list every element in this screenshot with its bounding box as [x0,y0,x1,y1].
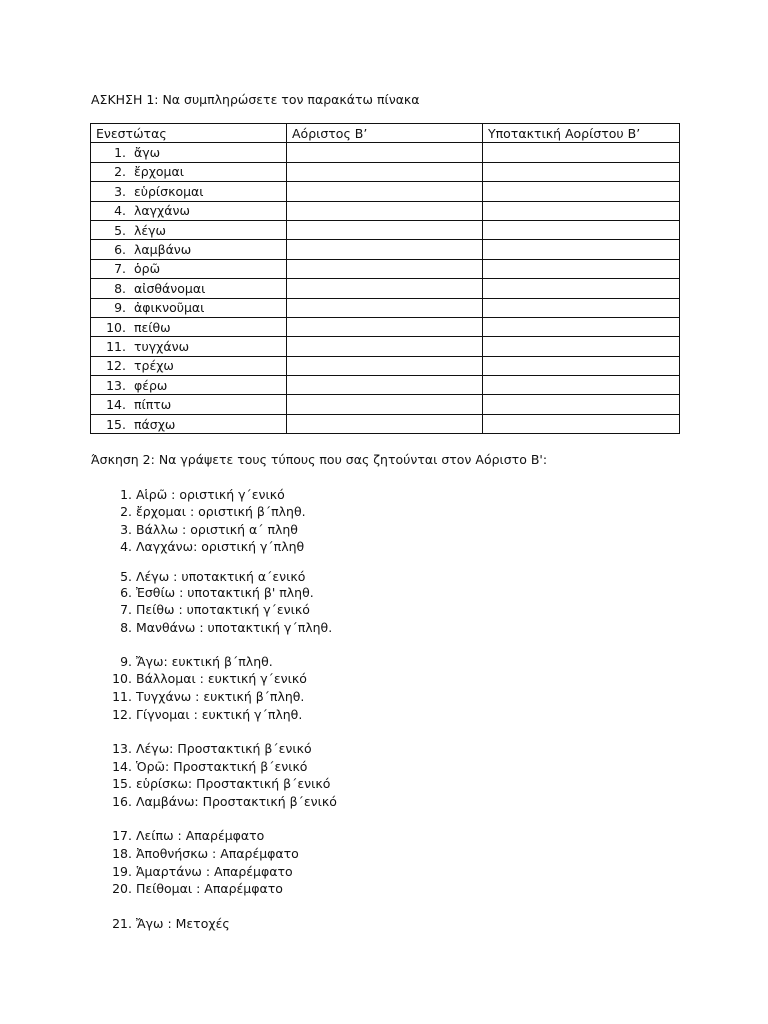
present-verb: αἰσθάνομαι [134,280,206,296]
item-number: 5. [120,569,132,584]
row-number: 4. [114,203,126,219]
exercise2-title: Άσκηση 2: Να γράψετε τους τύπους που σας ζητούνται στον Αόριστο Β': [91,452,548,467]
table-row [91,395,680,414]
item-text: Λαγχάνω: οριστική γ΄πληθ [136,539,305,554]
present-verb: λέγω [134,222,167,238]
item-text: Πείθω : υποτακτική γ΄ενικό [136,602,310,617]
subjunctive-answer-cell[interactable] [483,201,680,220]
present-verb: ἔρχομαι [134,164,184,180]
item-number: 12. [112,707,132,722]
item-text: Λείπω : Απαρέμφατο [136,828,265,843]
subjunctive-answer-cell[interactable] [483,220,680,239]
present-verb: λαγχάνω [134,203,190,219]
present-verb-cell [91,414,287,433]
aorist-b-answer-cell[interactable] [287,317,483,336]
present-verb: πίπτω [134,397,172,413]
subjunctive-answer-cell[interactable] [483,317,680,336]
aorist-b-answer-cell[interactable] [287,414,483,433]
aorist-b-answer-cell[interactable] [287,143,483,162]
aorist-b-answer-cell[interactable] [287,337,483,356]
item-text: Ἀποθνήσκω : Απαρέμφατο [136,846,299,861]
present-verb-cell [91,317,287,336]
item-text: Βάλλω : οριστική α΄ πληθ [136,522,298,537]
aorist-b-answer-cell[interactable] [287,298,483,317]
subjunctive-answer-cell[interactable] [483,395,680,414]
row-number: 1. [114,145,126,161]
item-number: 16. [112,794,132,809]
table-row [91,376,680,395]
table-row [91,182,680,201]
table-row [91,317,680,336]
aorist-b-answer-cell[interactable] [287,240,483,259]
subjunctive-answer-cell[interactable] [483,356,680,375]
table-row [91,201,680,220]
item-number: 15. [112,776,132,791]
present-verb-cell [91,279,287,298]
aorist-b-answer-cell[interactable] [287,395,483,414]
item-number: 3. [120,522,132,537]
subjunctive-answer-cell[interactable] [483,240,680,259]
aorist-b-answer-cell[interactable] [287,376,483,395]
item-number: 14. [112,759,132,774]
subjunctive-answer-cell[interactable] [483,298,680,317]
item-text: Πείθομαι : Απαρέμφατο [136,881,283,896]
table-row [91,298,680,317]
subjunctive-answer-cell[interactable] [483,414,680,433]
present-verb: ὁρῶ [134,261,161,277]
present-verb: ἄγω [134,145,161,161]
item-number: 7. [120,602,132,617]
row-number: 5. [114,222,126,238]
header-aorist-b: Αόριστος Β’ [287,124,483,143]
aorist-b-answer-cell[interactable] [287,279,483,298]
item-number: 21. [112,916,132,931]
present-verb: πάσχω [134,416,176,432]
item-text: Ὁρῶ: Προστακτική β΄ενικό [136,759,308,774]
item-number: 17. [112,828,132,843]
row-number: 13. [106,377,126,393]
item-number: 9. [120,654,132,669]
present-verb: ἀφικνοῦμαι [134,300,205,316]
item-number: 4. [120,539,132,554]
row-number: 14. [106,397,126,413]
subjunctive-answer-cell[interactable] [483,259,680,278]
table-header-row [91,124,680,143]
item-text: Αἱρῶ : οριστική γ΄ενικό [136,487,285,502]
item-text: Λέγω: Προστακτική β΄ενικό [136,741,312,756]
header-subjunctive-aorist-b: Υποτακτική Αορίστου Β’ [483,124,680,143]
subjunctive-answer-cell[interactable] [483,337,680,356]
item-text: Λαμβάνω: Προστακτική β΄ενικό [136,794,337,809]
row-number: 10. [106,319,126,335]
table-row [91,220,680,239]
item-number: 2. [120,504,132,519]
item-number: 18. [112,846,132,861]
present-verb-cell [91,240,287,259]
item-text: Ἄγω : Μετοχές [136,916,230,931]
present-verb-cell [91,298,287,317]
exercise1-title: ΑΣΚΗΣΗ 1: Να συμπληρώσετε τον παρακάτω πίνακα [91,92,420,107]
subjunctive-answer-cell[interactable] [483,376,680,395]
item-text: Λέγω : υποτακτική α΄ενικό [136,569,306,584]
present-verb-cell [91,259,287,278]
present-verb-cell [91,395,287,414]
table-row [91,414,680,433]
present-verb-cell [91,162,287,181]
item-text: Γίγνομαι : ευκτική γ΄πληθ. [136,707,303,722]
present-verb: τυγχάνω [134,338,190,354]
verb-table [90,123,680,434]
aorist-b-answer-cell[interactable] [287,356,483,375]
aorist-b-answer-cell[interactable] [287,220,483,239]
row-number: 15. [106,416,126,432]
present-verb: εὑρίσκομαι [134,183,204,199]
row-number: 11. [106,338,126,354]
item-text: Βάλλομαι : ευκτική γ΄ενικό [136,671,307,686]
item-number: 1. [120,487,132,502]
table-row [91,337,680,356]
subjunctive-answer-cell[interactable] [483,182,680,201]
row-number: 12. [106,358,126,374]
table-row [91,259,680,278]
item-number: 8. [120,620,132,635]
item-text: Τυγχάνω : ευκτική β΄πληθ. [136,689,305,704]
row-number: 3. [114,183,126,199]
present-verb-cell [91,356,287,375]
item-text: ἔρχομαι : οριστική β΄πληθ. [136,504,306,519]
present-verb-cell [91,337,287,356]
row-number: 9. [114,300,126,316]
present-verb: πείθω [134,319,171,335]
table-row [91,162,680,181]
aorist-b-answer-cell[interactable] [287,162,483,181]
row-number: 6. [114,242,126,258]
aorist-b-answer-cell[interactable] [287,182,483,201]
item-text: Μανθάνω : υποτακτική γ΄πληθ. [136,620,333,635]
present-verb-cell [91,376,287,395]
present-verb: φέρω [134,377,168,393]
row-number: 7. [114,261,126,277]
table-row [91,279,680,298]
item-number: 11. [112,689,132,704]
subjunctive-answer-cell[interactable] [483,279,680,298]
item-text: Ἄγω: ευκτική β΄πληθ. [136,654,273,669]
item-number: 10. [112,671,132,686]
present-verb-cell [91,220,287,239]
present-verb: λαμβάνω [134,242,192,258]
row-number: 8. [114,280,126,296]
table-row [91,356,680,375]
item-number: 20. [112,881,132,896]
row-number: 2. [114,164,126,180]
table-row [91,240,680,259]
present-verb-cell [91,182,287,201]
subjunctive-answer-cell[interactable] [483,143,680,162]
item-text: Ἁμαρτάνω : Απαρέμφατο [136,864,293,879]
aorist-b-answer-cell[interactable] [287,201,483,220]
table-row [91,143,680,162]
header-present: Ενεστώτας [91,124,287,143]
aorist-b-answer-cell[interactable] [287,259,483,278]
present-verb: τρέχω [134,358,174,374]
subjunctive-answer-cell[interactable] [483,162,680,181]
item-text: εὑρίσκω: Προστακτική β΄ενικό [136,776,331,791]
present-verb-cell [91,201,287,220]
item-number: 13. [112,741,132,756]
item-number: 19. [112,864,132,879]
item-number: 6. [120,585,132,600]
item-text: Ἐσθίω : υποτακτική β' πληθ. [136,585,314,600]
present-verb-cell [91,143,287,162]
